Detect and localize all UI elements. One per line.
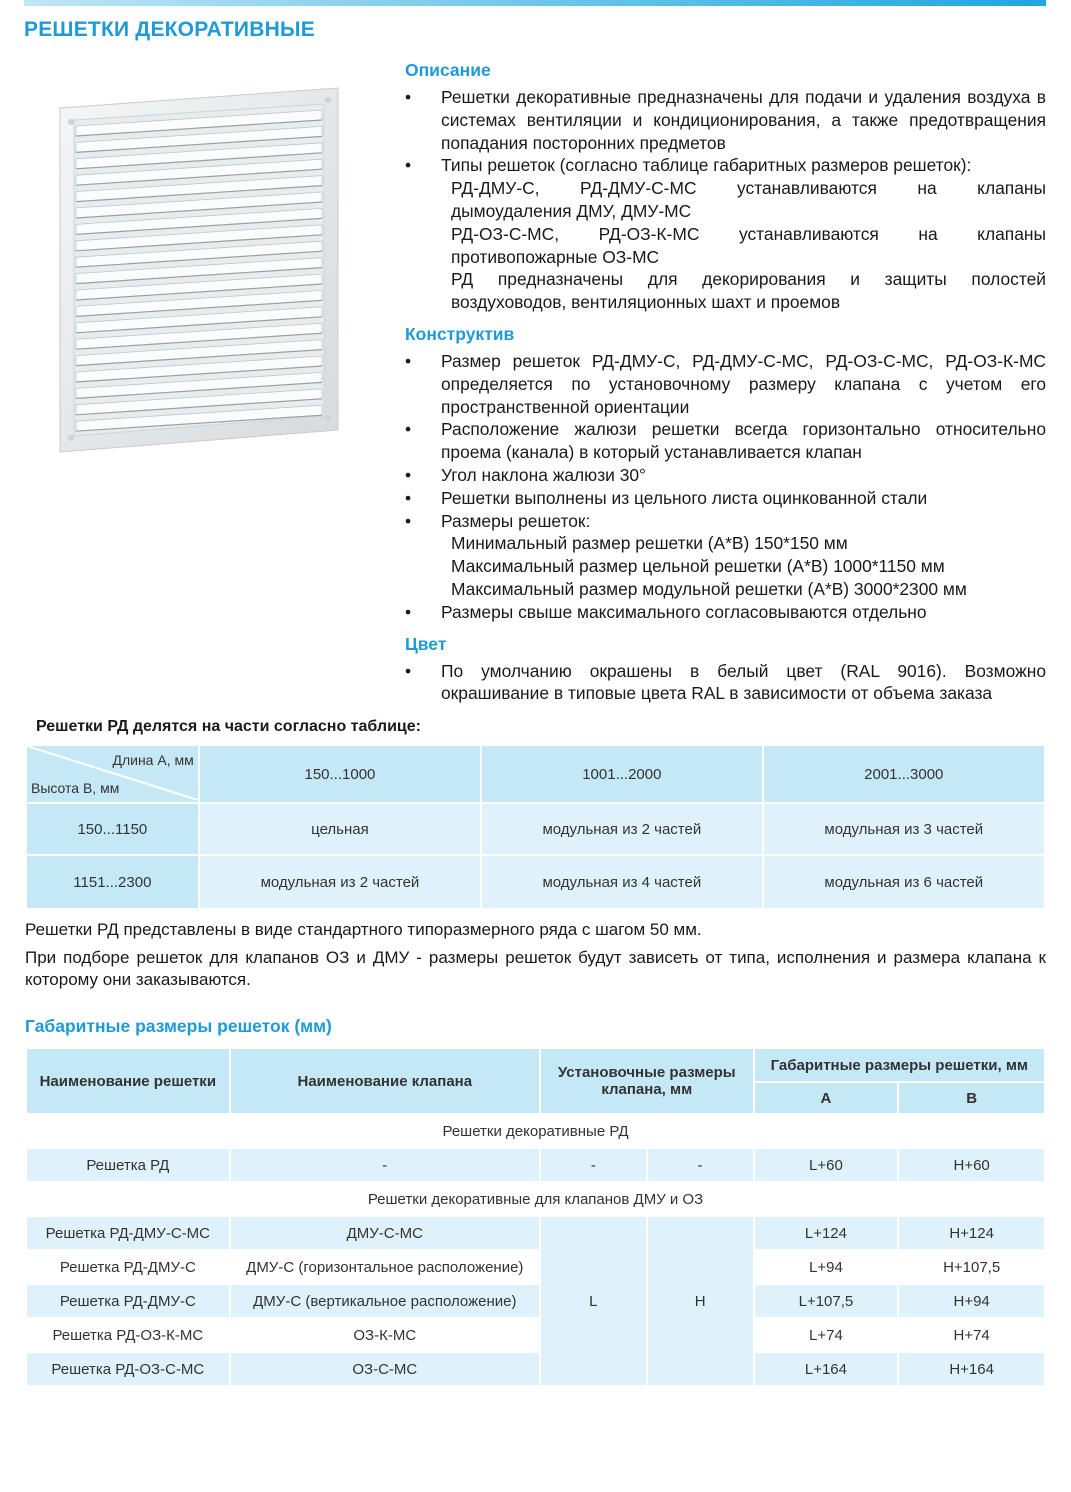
a-cell: L+94 <box>754 1250 899 1284</box>
column-header: 1001...2000 <box>481 745 762 803</box>
grille-cell: Решетка РД-ДМУ-С <box>26 1250 230 1284</box>
list-item: • Размер решеток РД-ДМУ-С, РД-ДМУ-С-МС, РД-ОЗ-С-МС, РД-ОЗ-К-МС определяется по установочному размеру клапана с учетом его пространственной ориентации <box>405 350 1046 418</box>
group-label: Решетки декоративные для клапанов ДМУ и ОЗ <box>26 1182 1045 1216</box>
parts-table-caption: Решетки РД делятся на части согласно таблице: <box>36 718 421 735</box>
corner-cell <box>26 745 199 803</box>
install-h-cell: - <box>647 1148 754 1182</box>
description-list <box>405 86 1046 177</box>
type-line: РД предназначены для декорирования и защиты полостей <box>451 269 1046 290</box>
b-cell: H+124 <box>898 1216 1045 1250</box>
a-header: А <box>754 1082 899 1114</box>
grille-cell: Решетка РД-ОЗ-С-МС <box>26 1352 230 1386</box>
table-row <box>26 1148 1045 1182</box>
a-cell: L+74 <box>754 1318 899 1352</box>
row-header: 1151...2300 <box>26 855 199 909</box>
type-line: дымоудаления ДМУ, ДМУ-МС <box>451 200 692 221</box>
valve-cell: ДМУ-С (горизонтальное расположение) <box>230 1250 540 1284</box>
size-line: Максимальный размер цельной решетки (А*В) 1000*1150 мм <box>451 556 945 577</box>
b-header: В <box>898 1082 1045 1114</box>
b-cell: H+94 <box>898 1284 1045 1318</box>
construction-list-tail <box>405 601 1046 624</box>
selection-note: При подборе решеток для клапанов ОЗ и ДМУ - размеры решеток будут зависеть от типа, исполнения и размера клапана к которому они заказываются. <box>25 948 1046 989</box>
list-item: • По умолчанию окрашены в белый цвет (RAL 9016). Возможно окрашивание в типовые цвета RAL в зависимости от объема заказа <box>405 660 1046 706</box>
dims-table <box>25 1047 1046 1387</box>
group-row <box>26 1182 1045 1216</box>
install-l-cell: - <box>540 1148 647 1182</box>
list-item: • Решетки декоративные предназначены для подачи и удаления воздуха в системах вентиляции и кондиционирования, а также предотвращения попадания посторонних предметов <box>405 86 1046 154</box>
construction-list <box>405 350 1046 532</box>
row-header: 150...1150 <box>26 803 199 855</box>
group-row <box>26 1114 1045 1148</box>
description-column <box>405 58 1046 713</box>
table-row <box>26 803 1045 855</box>
table-cell: цельная <box>199 803 481 855</box>
column-header: 150...1000 <box>199 745 481 803</box>
install-size-header: Установочные размеры клапана, мм <box>540 1048 754 1114</box>
size-line: Максимальный размер модульной решетки (А*В) 3000*2300 мм <box>451 578 967 599</box>
valve-cell: ДМУ-С (вертикальное расположение) <box>230 1284 540 1318</box>
table-cell: модульная из 2 частей <box>199 855 481 909</box>
table-cell: модульная из 6 частей <box>763 855 1045 909</box>
type-line: РД-ДМУ-С, РД-ДМУ-С-МС устанавливаются на клапаны <box>451 178 1046 199</box>
grille-cell: Решетка РД-ДМУ-С <box>26 1284 230 1318</box>
a-cell: L+60 <box>754 1148 899 1182</box>
a-cell: L+164 <box>754 1352 899 1386</box>
parts-table <box>25 744 1046 910</box>
color-heading: Цвет <box>405 633 447 654</box>
overall-size-header: Габаритные размеры решетки, мм <box>754 1048 1045 1082</box>
table-row <box>26 1352 1045 1386</box>
valve-name-header: Наименование клапана <box>230 1048 540 1114</box>
list-item: • Расположение жалюзи решетки всегда горизонтально относительно проема (канала) в который устанавливается клапан <box>405 418 1046 464</box>
b-cell: H+60 <box>898 1148 1045 1182</box>
install-l-merged: L <box>540 1216 647 1386</box>
description-heading: Описание <box>405 60 491 80</box>
list-item: • Размеры свыше максимального согласовываются отдельно <box>405 601 1046 624</box>
dims-table-heading: Габаритные размеры решеток (мм) <box>25 1016 332 1036</box>
length-label: Длина А, мм <box>112 752 194 768</box>
group-label: Решетки декоративные РД <box>26 1114 1045 1148</box>
grille-cell: Решетка РД-ДМУ-С-МС <box>26 1216 230 1250</box>
grille-cell: Решетка РД-ОЗ-К-МС <box>26 1318 230 1352</box>
valve-cell: ОЗ-К-МС <box>230 1318 540 1352</box>
table-row <box>26 1216 1045 1250</box>
grille-cell: Решетка РД <box>26 1148 230 1182</box>
b-cell: H+164 <box>898 1352 1045 1386</box>
type-line: противопожарные ОЗ-МС <box>451 246 660 267</box>
color-list <box>405 660 1046 706</box>
valve-cell: - <box>230 1148 540 1182</box>
grille-illustration <box>52 86 342 454</box>
valve-cell: ОЗ-С-МС <box>230 1352 540 1386</box>
page-title: РЕШЕТКИ ДЕКОРАТИВНЫЕ <box>24 18 315 41</box>
install-h-merged: H <box>647 1216 754 1386</box>
table-row <box>26 1318 1045 1352</box>
a-cell: L+107,5 <box>754 1284 899 1318</box>
grille-name-header: Наименование решетки <box>26 1048 230 1114</box>
table-row <box>26 855 1045 909</box>
table-cell: модульная из 4 частей <box>481 855 762 909</box>
a-cell: L+124 <box>754 1216 899 1250</box>
b-cell: H+74 <box>898 1318 1045 1352</box>
table-cell: модульная из 2 частей <box>481 803 762 855</box>
table-cell: модульная из 3 частей <box>763 803 1045 855</box>
type-line: воздуховодов, вентиляционных шахт и проемов <box>451 292 841 313</box>
table-row <box>26 1284 1045 1318</box>
series-note: Решетки РД представлены в виде стандартного типоразмерного ряда с шагом 50 мм. <box>25 920 702 939</box>
type-line: РД-ОЗ-С-МС, РД-ОЗ-К-МС устанавливаются на клапаны <box>451 223 1046 244</box>
top-accent-bar <box>24 0 1046 6</box>
list-item: • Типы решеток (согласно таблице габаритных размеров решеток): <box>405 154 1046 177</box>
list-item: • Размеры решеток: <box>405 510 1046 533</box>
b-cell: H+107,5 <box>898 1250 1045 1284</box>
table-row <box>26 1250 1045 1284</box>
size-line: Минимальный размер решетки (А*В) 150*150 мм <box>451 533 848 554</box>
construction-heading: Конструктив <box>405 323 515 344</box>
list-item: • Угол наклона жалюзи 30° <box>405 464 1046 487</box>
list-item: • Решетки выполнены из цельного листа оцинкованной стали <box>405 487 1046 510</box>
valve-cell: ДМУ-С-МС <box>230 1216 540 1250</box>
column-header: 2001...3000 <box>763 745 1045 803</box>
height-label: Высота В, мм <box>31 780 120 796</box>
